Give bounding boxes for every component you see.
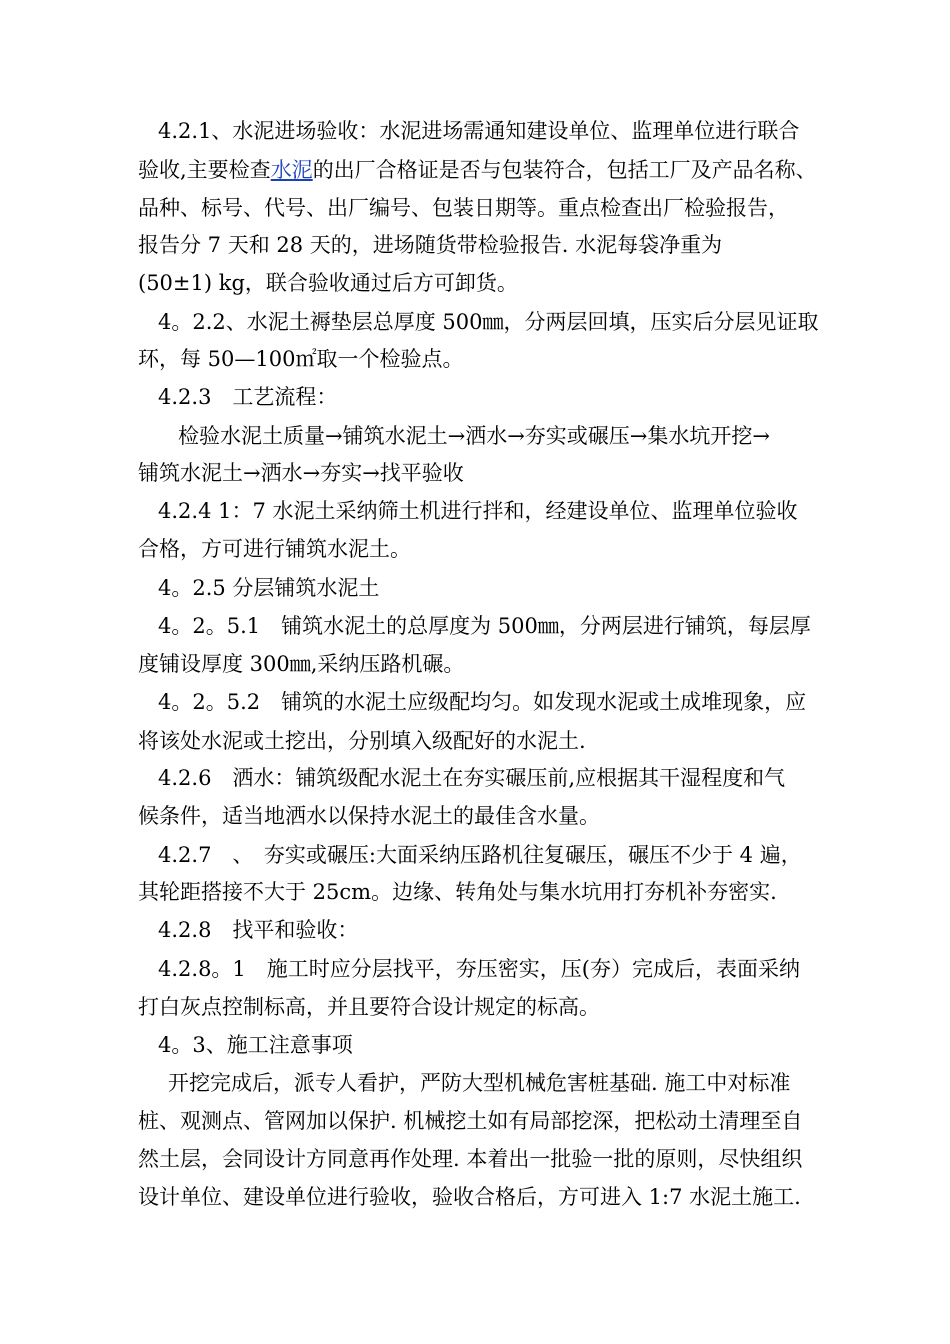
text-line: 报告分 7 天和 28 天的，进场随货带检验报告. 水泥每袋净重为 xyxy=(138,233,723,257)
text-line: 铺筑水泥土→洒水→夯实→找平验收 xyxy=(138,461,464,485)
text-line: 4。2。5.1 铺筑水泥土的总厚度为 500㎜，分两层进行铺筑，每层厚 xyxy=(158,614,811,638)
text-line xyxy=(138,155,817,185)
text-line: (50±1) kg，联合验收通过后方可卸货。 xyxy=(138,271,518,295)
text-line: 候条件，适当地洒水以保持水泥土的最佳含水量。 xyxy=(138,804,600,828)
section-heading: 4。2.5 分层铺筑水泥土 xyxy=(158,576,380,600)
text-line: 检验水泥土质量→铺筑水泥土→洒水→夯实或碾压→集水坑开挖→ xyxy=(178,424,770,448)
text-span: 验收,主要检查 xyxy=(138,158,271,182)
text-line: 将该处水泥或土挖出，分别填入级配好的水泥土. xyxy=(138,729,586,753)
text-line: 4。2。5.2 铺筑的水泥土应级配均匀。如发现水泥或土成堆现象，应 xyxy=(158,690,807,714)
text-line: 环，每 50—100㎡取一个检验点。 xyxy=(138,347,464,371)
text-line: 4.2.8。1 施工时应分层找平，夯压密实，压(夯）完成后，表面采纳 xyxy=(158,957,800,981)
section-heading: 4.2.3 工艺流程： xyxy=(158,385,338,409)
text-line: 品种、标号、代号、出厂编号、包装日期等。重点检查出厂检验报告， xyxy=(138,196,789,220)
text-line: 度铺设厚度 300㎜,采纳压路机碾。 xyxy=(138,652,465,676)
text-line: 4.2.4 1：7 水泥土采纳筛土机进行拌和，经建设单位、监理单位验收 xyxy=(158,499,798,523)
text-line: 4。2.2、水泥土褥垫层总厚度 500㎜，分两层回填，压实后分层见证取 xyxy=(158,310,819,334)
text-span: 的出厂合格证是否与包装符合，包括工厂及产品名称、 xyxy=(312,158,817,182)
cement-link[interactable]: 水泥 xyxy=(270,158,313,182)
text-line: 开挖完成后，派专人看护，严防大型机械危害桩基础. 施工中对标准 xyxy=(168,1071,791,1095)
text-line: 桩、观测点、管网加以保护. 机械挖土如有局部挖深，把松动土清理至自 xyxy=(138,1109,803,1133)
section-heading: 4。3、施工注意事项 xyxy=(158,1033,353,1057)
section-heading: 4.2.8 找平和验收： xyxy=(158,918,359,942)
text-line: 然土层，会同设计方同意再作处理. 本着出一批验一批的原则，尽快组织 xyxy=(138,1147,803,1171)
text-line: 合格，方可进行铺筑水泥土。 xyxy=(138,537,411,561)
text-line: 打白灰点控制标高，并且要符合设计规定的标高。 xyxy=(138,995,600,1019)
text-line: 其轮距搭接不大于 25cm。边缘、转角处与集水坑用打夯机补夯密实. xyxy=(138,880,777,904)
text-line: 设计单位、建设单位进行验收，验收合格后，方可进入 1:7 水泥土施工. xyxy=(138,1185,801,1209)
text-line: 4.2.6 洒水：铺筑级配水泥土在夯实碾压前,应根据其干湿程度和气 xyxy=(158,766,786,790)
text-line: 4.2.1、水泥进场验收：水泥进场需通知建设单位、监理单位进行联合 xyxy=(158,119,800,143)
text-line: 4.2.7 、 夯实或碾压:大面采纳压路机往复碾压，碾压不少于 4 遍， xyxy=(158,843,802,867)
